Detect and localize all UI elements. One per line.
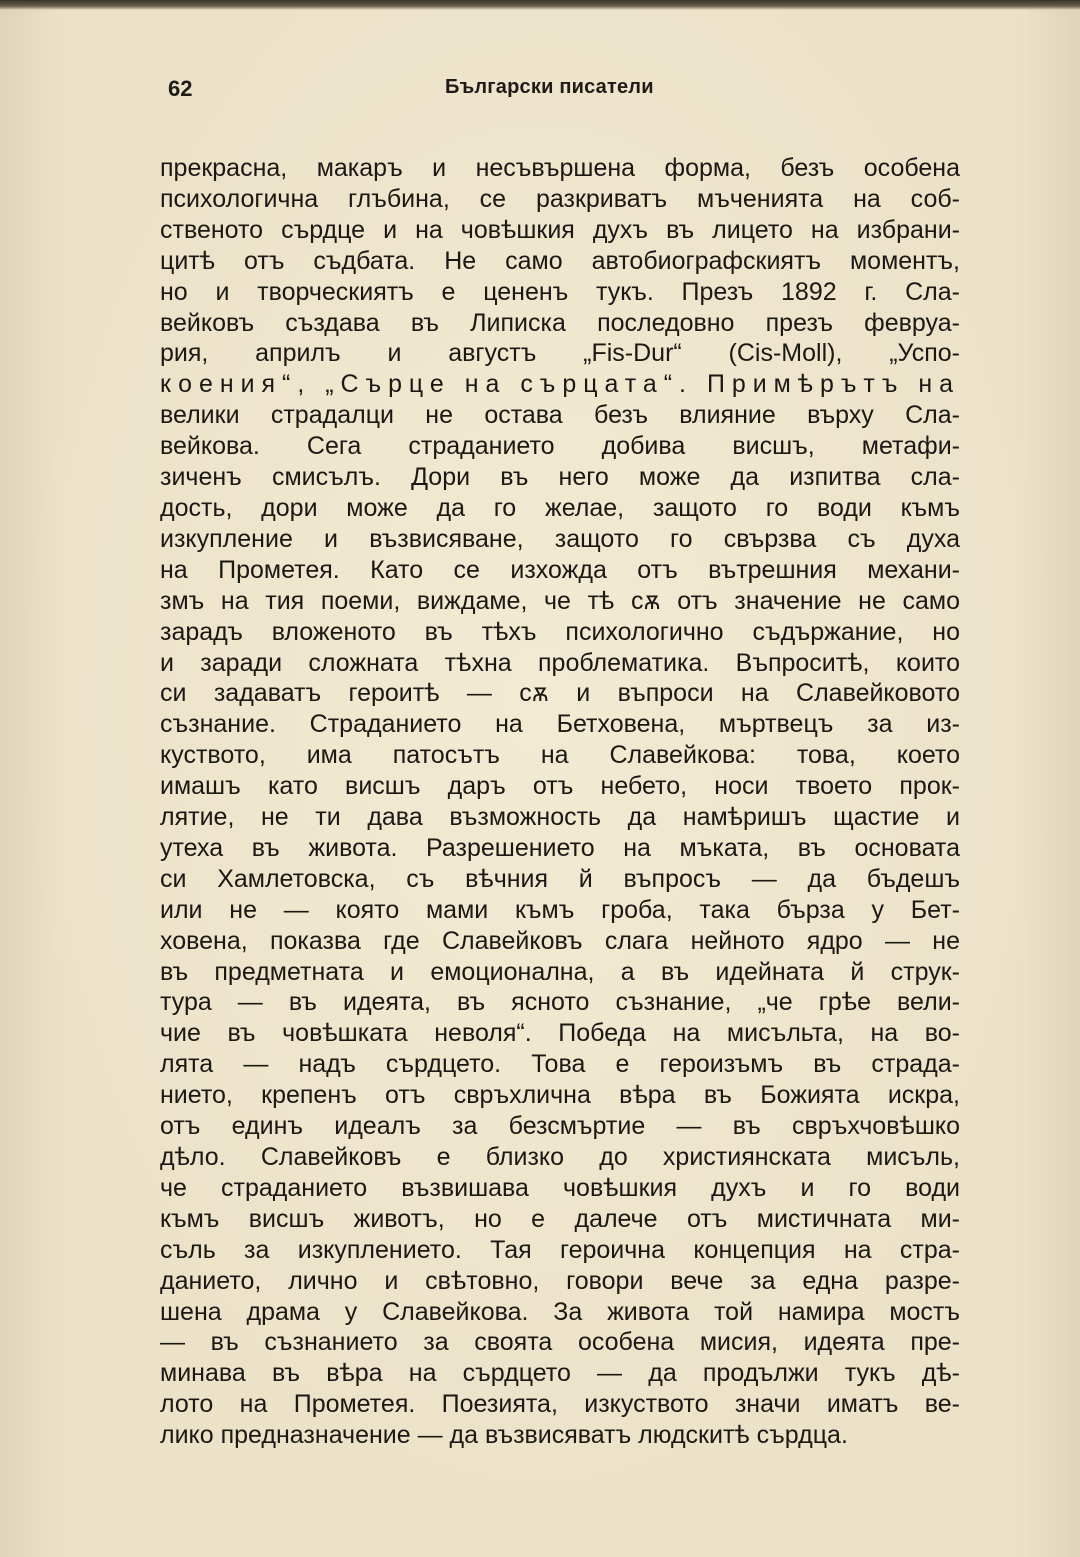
text-line: но и творческиятъ е цененъ тукъ. Презъ 1892 г. Сла- bbox=[160, 277, 960, 306]
text-line: имашъ като висшъ даръ отъ небето, носи твоето прок- bbox=[160, 772, 960, 801]
text-line: тура — въ идеята, въ ясното съзнание, „че грѣе вели- bbox=[160, 988, 960, 1017]
text-line: лята — надъ сърдцето. Това е героизъмъ въ страда- bbox=[160, 1050, 960, 1079]
text-line: на Прометея. Като се изхожда отъ вътрешния механи- bbox=[160, 555, 960, 584]
text-line: или не — която мами къмъ гроба, така бърза у Бет- bbox=[160, 895, 960, 924]
text-line: си Хамлетовска, съ вѣчния й въпросъ — да бъдешъ bbox=[160, 864, 960, 893]
text-line: лото на Прометея. Поезията, изкуството значи иматъ ве- bbox=[160, 1390, 960, 1419]
text-line: цитѣ отъ съдбата. Не само автобиографскиятъ моментъ, bbox=[160, 246, 960, 275]
text-line: ственото сърдце и на човѣшкия духъ въ лицето на избрани- bbox=[160, 215, 960, 244]
text-line: лятие, не ти дава възможность да намѣришъ щастие и bbox=[160, 803, 960, 832]
text-line: къмъ висшъ животъ, но е далече отъ мистичната ми- bbox=[160, 1204, 960, 1233]
text-line: данието, лично и свѣтовно, говори вече за една разре- bbox=[160, 1266, 960, 1295]
text-line: коения“, „Сърце на сърцата“. Примѣрътъ на bbox=[160, 370, 960, 399]
text-line: утеха въ живота. Разрешението на мъката, въ основата bbox=[160, 833, 960, 862]
text-line: шена драма у Славейкова. За живота той намира мостъ bbox=[160, 1297, 960, 1326]
text-line: ховена, показва где Славейковъ слага нейното ядро — не bbox=[160, 926, 960, 955]
text-line: че страданието възвишава човѣшкия духъ и го води bbox=[160, 1173, 960, 1202]
text-line: лико предназначение — да възвисяватъ людскитѣ сърдца. bbox=[160, 1421, 848, 1450]
text-line: съзнание. Страданието на Бетховена, мъртвецъ за из- bbox=[160, 710, 960, 739]
text-line: нието, крепенъ отъ свръхлична вѣра въ Божията искра, bbox=[160, 1081, 960, 1110]
text-line: си задаватъ героитѣ — сѫ и въпроси на Славейковото bbox=[160, 679, 960, 708]
text-line: зиченъ смисълъ. Дори въ него може да изпитва сла- bbox=[160, 463, 960, 492]
text-line: и заради сложната тѣхна проблематика. Въпроситѣ, които bbox=[160, 648, 960, 677]
text-line: рия, априлъ и августъ „Fis-Dur“ (Cis-Moll), „Успо- bbox=[160, 339, 960, 368]
text-line: — въ съзнанието за своята особена мисия, идеята пре- bbox=[160, 1328, 960, 1357]
text-line: змъ на тия поеми, виждаме, че тѣ сѫ отъ значение не само bbox=[160, 586, 960, 615]
text-line: вейковъ създава въ Липиска последовно презъ февруа- bbox=[160, 308, 960, 337]
text-line: въ предметната и емоционална, а въ идейната й струк- bbox=[160, 957, 960, 986]
text-line: прекрасна, макаръ и несъвършена форма, безъ особена bbox=[160, 154, 960, 182]
text-line: изкупление и възвисяване, защото го свързва съ духа bbox=[160, 524, 960, 553]
page-header bbox=[160, 76, 960, 106]
text-line: отъ единъ идеалъ за безсмъртие — въ свръхчовѣшко bbox=[160, 1112, 960, 1141]
text-line: дѣло. Славейковъ е близко до християнската мисъль, bbox=[160, 1143, 960, 1171]
page-number: 62 bbox=[168, 76, 193, 101]
body-text bbox=[160, 153, 960, 1451]
text-line: минава въ вѣра на сърдцето — да продължи тукъ дѣ- bbox=[160, 1359, 960, 1388]
text-line: дость, дори може да го желае, защото го води къмъ bbox=[160, 493, 960, 522]
text-line: психологична глъбина, се разкриватъ мъченията на соб- bbox=[160, 184, 960, 213]
text-line: съль за изкуплението. Тая героична концепция на стра- bbox=[160, 1235, 960, 1264]
text-line: куството, има патосътъ на Славейкова: това, което bbox=[160, 741, 960, 770]
text-line: вейкова. Сега страданието добива висшъ, метафи- bbox=[160, 432, 960, 461]
text-line: зарадъ вложеното въ тѣхъ психологично съдържание, но bbox=[160, 617, 960, 646]
page-top-edge-shadow bbox=[0, 0, 1080, 10]
running-title: Български писатели bbox=[445, 76, 654, 98]
text-line: велики страдалци не остава безъ влияние върху Сла- bbox=[160, 401, 960, 430]
text-line: чие въ човѣшката неволя“. Победа на мисъльта, на во- bbox=[160, 1019, 960, 1048]
